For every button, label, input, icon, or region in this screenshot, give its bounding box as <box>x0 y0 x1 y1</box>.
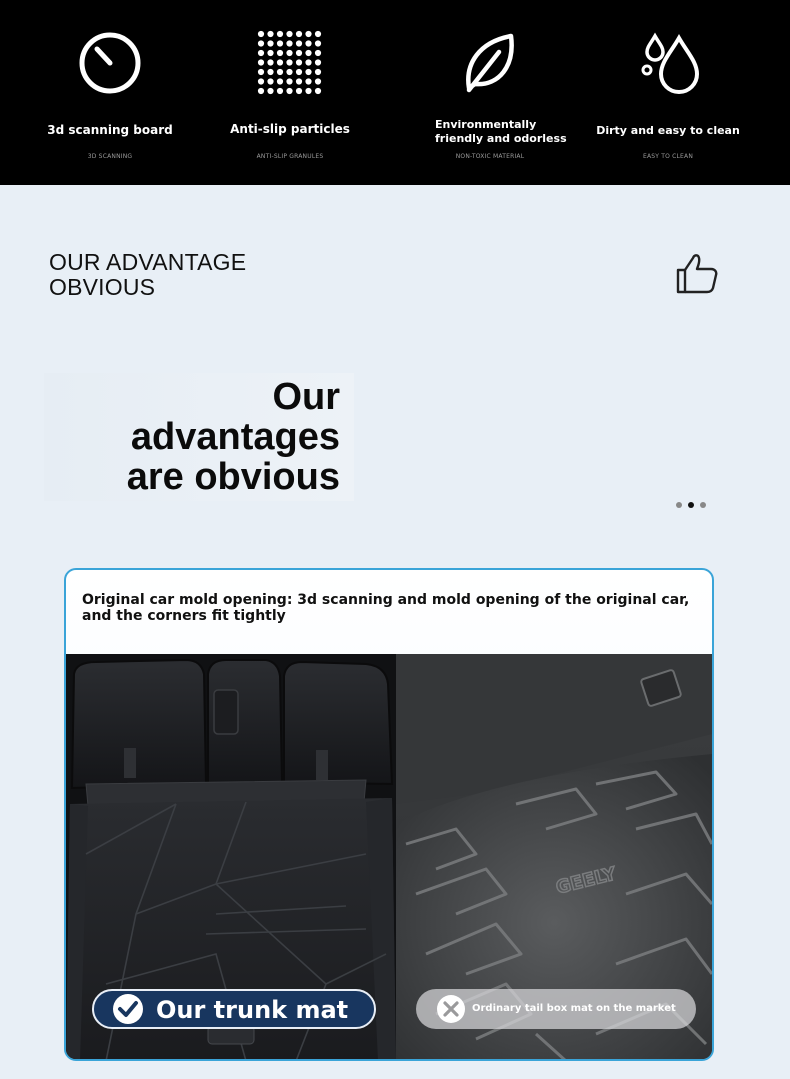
grid-dot <box>258 40 264 46</box>
grid-dot <box>286 88 292 94</box>
grid-dot <box>305 78 311 84</box>
grid-dot <box>305 40 311 46</box>
grid-dot <box>258 50 264 56</box>
feature-subtitle: 3D SCANNING <box>87 153 133 160</box>
our-trunk-mat-label: Our trunk mat <box>156 996 349 1024</box>
grid-dot <box>286 59 292 65</box>
grid-dot <box>315 78 321 84</box>
grid-dot <box>296 59 302 65</box>
grid-dot <box>277 88 283 94</box>
feature-3d-scanning <box>20 0 200 185</box>
grid-dot <box>305 69 311 75</box>
big-title-line2: advantages <box>130 416 340 458</box>
feature-title: Anti-slip particles <box>230 122 350 136</box>
grid-dot <box>258 78 264 84</box>
grid-dot <box>286 31 292 37</box>
grid-dot <box>258 88 264 94</box>
comparison-description: Original car mold opening: 3d scanning and mold opening of the original car, and the corners fit tightly <box>82 592 690 624</box>
thumbs-up-icon <box>674 250 720 296</box>
grid-dot <box>315 69 321 75</box>
grid-dot <box>315 88 321 94</box>
grid-dot <box>296 69 302 75</box>
carousel-dots <box>676 493 712 512</box>
ordinary-mat-badge <box>416 989 696 1029</box>
grid-dot <box>267 59 273 65</box>
feature-easy-clean <box>578 0 758 185</box>
advantage-big-title <box>127 377 340 497</box>
grid-dot <box>305 31 311 37</box>
feature-subtitle: ANTI-SLIP GRANULES <box>256 153 324 160</box>
grid-dot <box>296 31 302 37</box>
grid-dot <box>267 88 273 94</box>
grid-dot <box>305 50 311 56</box>
check-circle-icon <box>112 993 144 1025</box>
grid-dot <box>267 69 273 75</box>
feature-title: Dirty and easy to clean <box>596 124 740 137</box>
grid-dot <box>296 50 302 56</box>
clock-icon <box>75 28 145 98</box>
feature-title <box>400 118 580 146</box>
grid-dot <box>258 59 264 65</box>
water-drops-icon <box>633 28 703 98</box>
grid-dot <box>296 40 302 46</box>
grid-dot <box>315 59 321 65</box>
grid-dot <box>267 50 273 56</box>
feature-anti-slip <box>200 0 380 185</box>
carousel-dot-active[interactable] <box>688 502 694 508</box>
grid-dot <box>277 69 283 75</box>
grid-dot <box>286 50 292 56</box>
advantage-banner <box>44 373 354 501</box>
feature-subtitle: NON-TOXIC MATERIAL <box>455 153 525 160</box>
comparison-card <box>64 568 714 1061</box>
ordinary-mat-label: Ordinary tail box mat on the market <box>472 1003 676 1014</box>
grid-dot <box>296 88 302 94</box>
feature-bar <box>0 0 790 185</box>
grid-dot <box>305 88 311 94</box>
grid-dot <box>267 78 273 84</box>
grid-dot <box>267 40 273 46</box>
grid-dot <box>315 50 321 56</box>
feature-eco-friendly <box>400 0 580 185</box>
grid-dot <box>277 50 283 56</box>
feature-title: 3d scanning board <box>47 123 173 137</box>
mat-brand-text: GEELY <box>553 863 619 899</box>
grid-dot <box>258 69 264 75</box>
dot-grid-icon <box>255 28 325 98</box>
feature-title-line2: friendly and odorless <box>435 132 567 145</box>
grid-dot <box>315 31 321 37</box>
grid-dot <box>277 78 283 84</box>
feature-title-line1: Environmentally <box>435 118 537 131</box>
advantage-heading <box>49 250 246 300</box>
big-title-line1: Our <box>272 376 340 418</box>
our-trunk-mat-badge <box>92 989 376 1029</box>
grid-dot <box>277 31 283 37</box>
grid-dot <box>315 40 321 46</box>
grid-dot <box>305 59 311 65</box>
x-circle-icon <box>436 994 466 1024</box>
grid-dot <box>296 78 302 84</box>
comparison-photos <box>66 654 712 1061</box>
grid-dot <box>258 31 264 37</box>
grid-dot <box>277 40 283 46</box>
grid-dot <box>286 69 292 75</box>
big-title-line3: are obvious <box>126 456 340 498</box>
grid-dot <box>286 78 292 84</box>
leaf-icon <box>455 28 525 98</box>
grid-dot <box>277 59 283 65</box>
advantage-heading-line2: OBVIOUS <box>49 274 156 300</box>
carousel-dot[interactable] <box>676 502 682 508</box>
grid-dot <box>286 40 292 46</box>
carousel-dot[interactable] <box>700 502 706 508</box>
grid-dot <box>267 31 273 37</box>
feature-subtitle: EASY TO CLEAN <box>642 153 694 160</box>
advantage-heading-line1: OUR ADVANTAGE <box>49 249 247 275</box>
